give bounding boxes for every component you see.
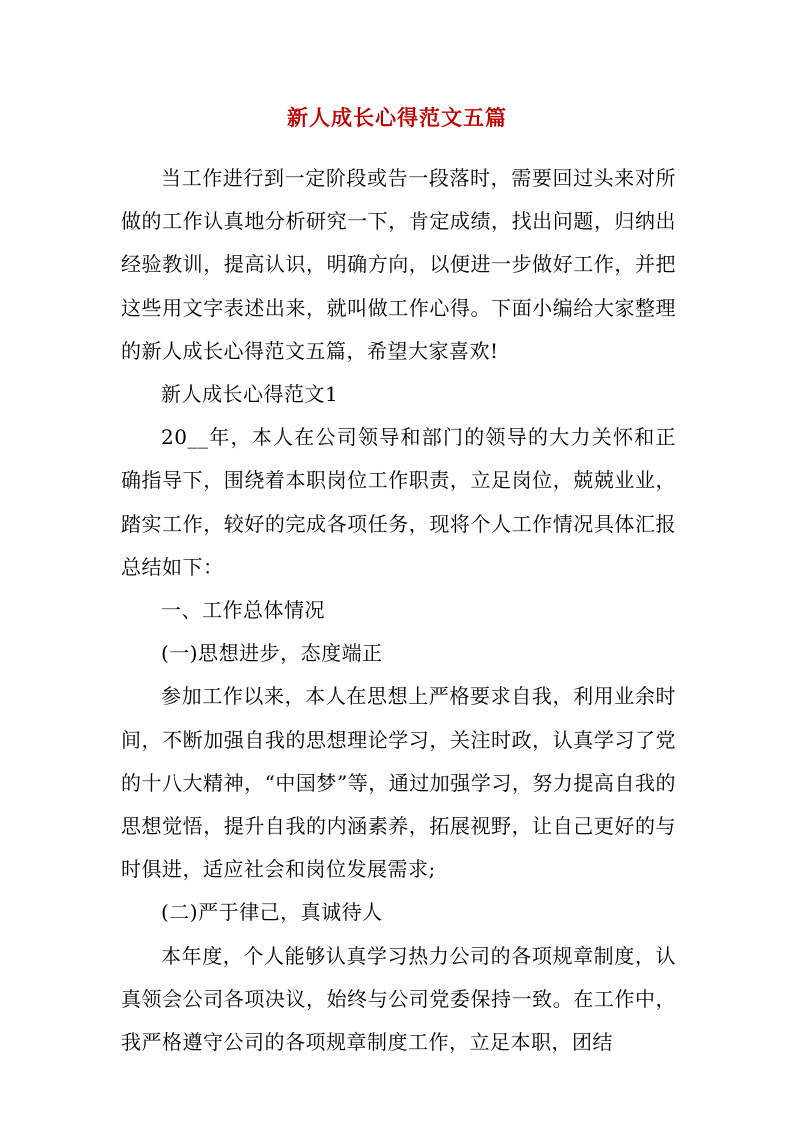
subheading-thought-progress: (一)思想进步，态度端正 [161,641,383,666]
paragraph-intro: 当工作进行到一定阶段或告一段落时，需要回过头来对所做的工作认真地分析研究一下，肯定成绩，找出问题，归纳出经验教训，提高认识，明确方向，以便进一步做好工作，并把这些用文字表述出来，就叫做工作心得。下面小编给大家整理的新人成长心得范文五篇，希望大家喜欢! [121,166,676,363]
subheading-self-discipline: (二)严于律己，真诚待人 [161,900,383,925]
heading-work-overview: 一、工作总体情况 [161,598,325,623]
paragraph-thought-progress: 参加工作以来，本人在思想上严格要求自我，利用业余时间，不断加强自我的思想理论学习，关注时政，认真学习了党的十八大精神，“中国梦”等，通过加强学习，努力提高自我的思想觉悟，提升自我的内涵素养，拓展视野，让自己更好的与时俱进，适应社会和岗位发展需求; [121,684,676,882]
paragraph-opening: 20__年，本人在公司领导和部门的领导的大力关怀和正确指导下，围绕着本职岗位工作职责，立足岗位，兢兢业业，踏实工作，较好的完成各项任务，现将个人工作情况具体汇报总结如下： [121,425,676,579]
section-heading-essay-1: 新人成长心得范文1 [161,382,339,407]
document-title: 新人成长心得范文五篇 [287,105,507,130]
document-body [121,157,676,1064]
paragraph-self-discipline: 本年度，个人能够认真学习热力公司的各项规章制度，认真领会公司各项决议，始终与公司党委保持一致。在工作中，我严格遵守公司的各项规章制度工作，立足本职，团结 [121,943,676,1055]
